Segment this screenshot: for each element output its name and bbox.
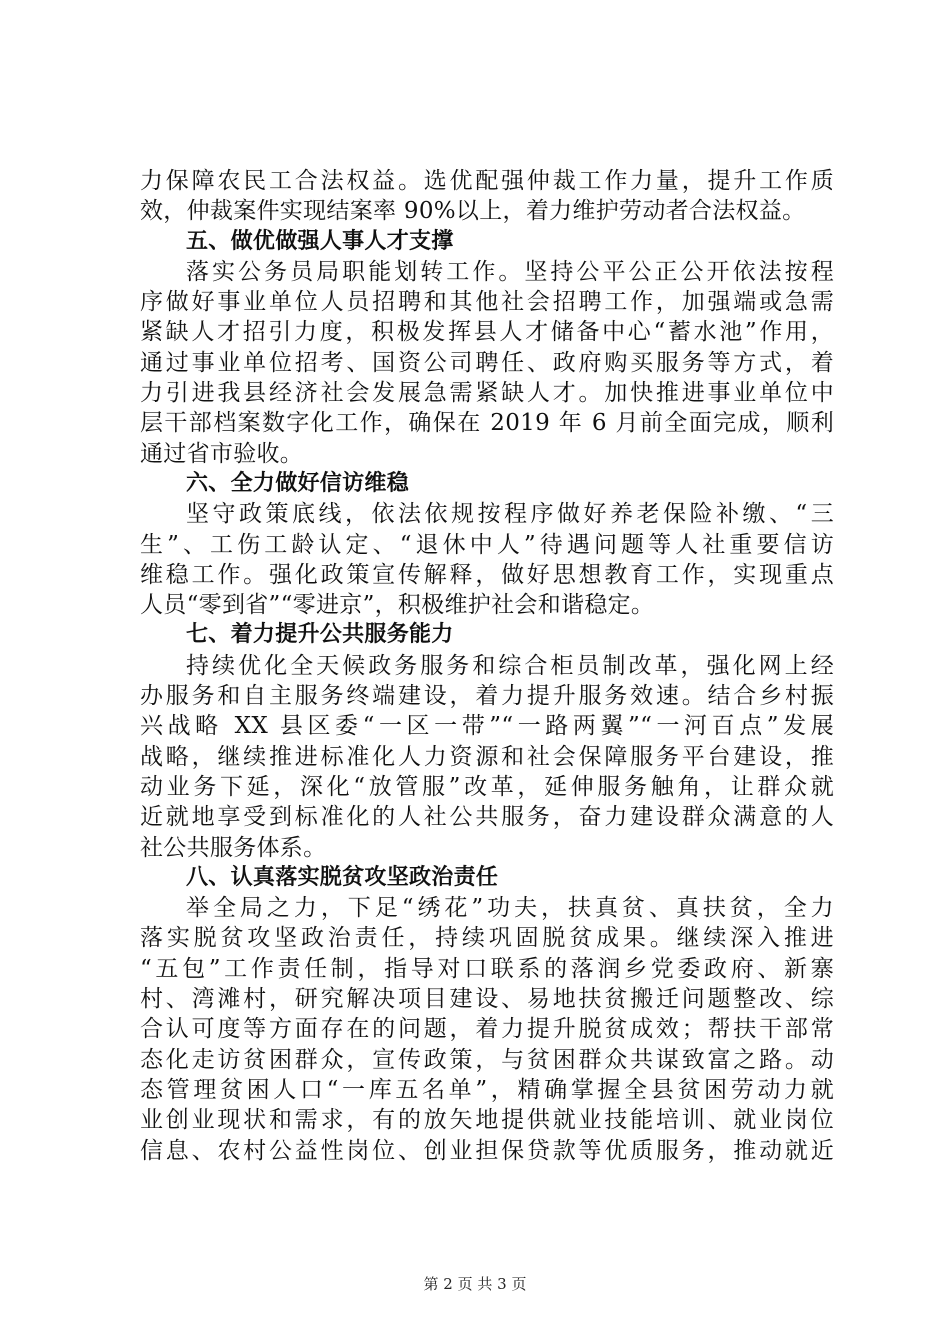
- section-heading-6: 六、全力做好信访维稳: [186, 470, 410, 496]
- body-line: 村、湾滩村，研究解决项目建设、易地扶贫搬迁问题整改、综: [140, 986, 834, 1013]
- body-line: 人员“零到省”“零进京”，积极维护社会和谐稳定。: [140, 592, 655, 619]
- body-line: 落实公务员局职能划转工作。坚持公平公正公开依法按程: [186, 258, 834, 285]
- body-line: 兴战略 XX 县区委“一区一带”“一路两翼”“一河百点”发展: [140, 713, 834, 740]
- body-line: 态化走访贫困群众，宣传政策，与贫困群众共谋致富之路。动: [140, 1046, 834, 1073]
- body-line: 坚守政策底线，依法依规按程序做好养老保险补缴、“三: [186, 501, 834, 528]
- body-line: 近就地享受到标准化的人社公共服务，奋力建设群众满意的人: [140, 804, 834, 831]
- document-body: [140, 166, 834, 1166]
- body-line: 力保障农民工合法权益。选优配强仲裁工作力量，提升工作质: [140, 168, 834, 194]
- body-line: 动业务下延，深化“放管服”改革，延伸服务触角，让群众就: [140, 773, 834, 800]
- body-line: 持续优化全天候政务服务和综合柜员制改革，强化网上经: [186, 652, 834, 679]
- body-line: 办服务和自主服务终端建设，着力提升服务效速。结合乡村振: [140, 683, 834, 710]
- body-line: 层干部档案数字化工作，确保在 2019 年 6 月前全面完成，顺利: [140, 410, 834, 437]
- body-line: 效，仲裁案件实现结案率 90%以上，着力维护劳动者合法权益。: [140, 198, 806, 225]
- body-line: 维稳工作。强化政策宣传解释，做好思想教育工作，实现重点: [140, 561, 834, 588]
- body-line: 举全局之力，下足“绣花”功夫，扶真贫、真扶贫，全力: [186, 895, 834, 922]
- body-line: 落实脱贫攻坚政治责任，持续巩固脱贫成果。继续深入推进: [140, 925, 834, 952]
- body-line: 社公共服务体系。: [140, 834, 327, 861]
- body-line: 生”、工伤工龄认定、“退休中人”待遇问题等人社重要信访: [140, 531, 834, 558]
- section-heading-8: 八、认真落实脱贫攻坚政治责任: [186, 864, 499, 890]
- body-line: 业创业现状和需求，有的放矢地提供就业技能培训、就业岗位: [140, 1107, 834, 1134]
- body-line: 态管理贫困人口“一库五名单”，精确掌握全县贫困劳动力就: [140, 1076, 834, 1103]
- page-number-footer: 第 2 页 共 3 页: [423, 1275, 527, 1293]
- body-line: 合认可度等方面存在的问题，着力提升脱贫成效；帮扶干部常: [140, 1016, 834, 1043]
- body-line: 序做好事业单位人员招聘和其他社会招聘工作，加强端或急需: [140, 289, 834, 316]
- body-line: 通过事业单位招考、国资公司聘任、政府购买服务等方式，着: [140, 349, 834, 376]
- body-line: “五包”工作责任制，指导对口联系的落润乡党委政府、新寨: [140, 955, 834, 982]
- body-line: 战略，继续推进标准化人力资源和社会保障服务平台建设，推: [140, 743, 834, 770]
- section-heading-7: 七、着力提升公共服务能力: [186, 622, 454, 648]
- body-line: 信息、农村公益性岗位、创业担保贷款等优质服务，推动就近: [140, 1137, 834, 1164]
- body-line: 通过省市验收。: [140, 440, 304, 467]
- body-line: 力引进我县经济社会发展急需紧缺人才。加快推进事业单位中: [140, 380, 834, 407]
- section-heading-5: 五、做优做强人事人才支撑: [186, 228, 454, 254]
- body-line: 紧缺人才招引力度，积极发挥县人才储备中心“蓄水池”作用，: [140, 319, 834, 346]
